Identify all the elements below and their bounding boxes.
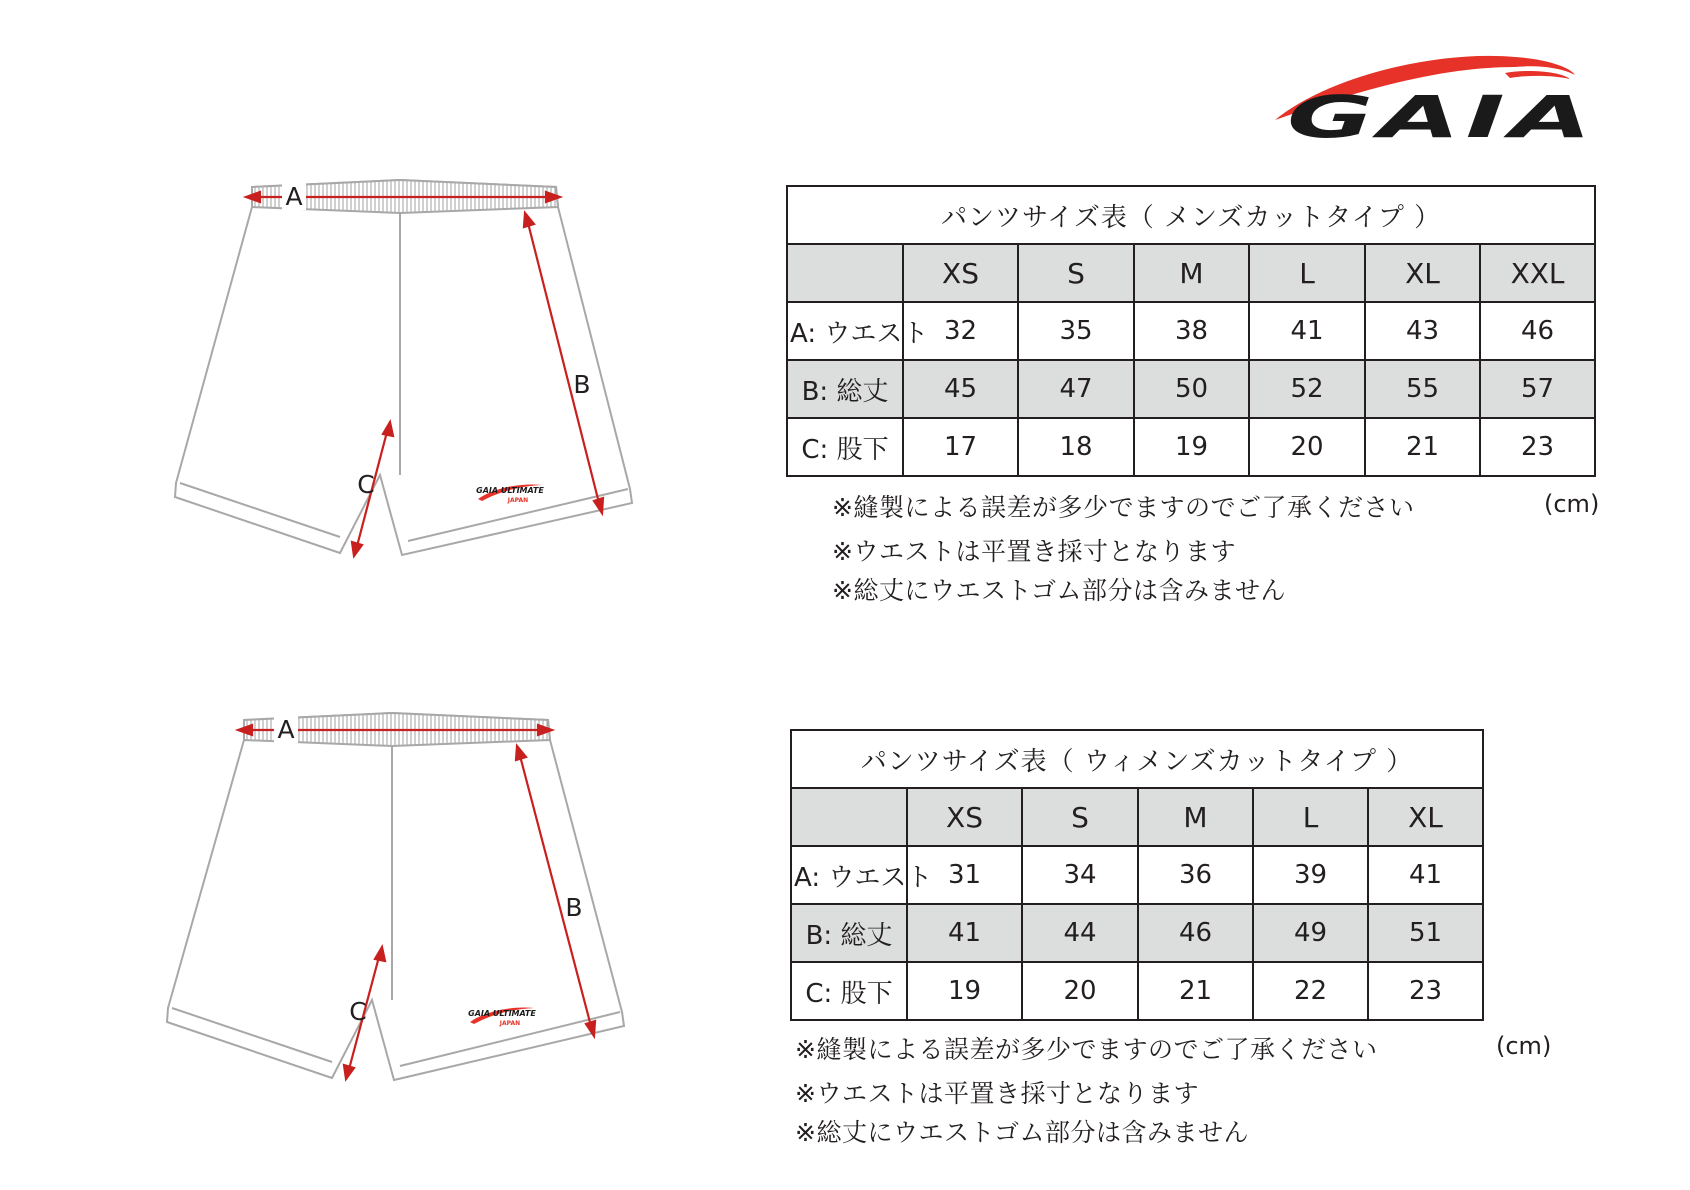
table-row bbox=[787, 302, 1595, 360]
cell: 52 bbox=[1249, 360, 1365, 418]
size-header: S bbox=[1022, 788, 1138, 846]
label-a: A bbox=[277, 715, 295, 744]
header-corner bbox=[787, 244, 903, 302]
header-corner bbox=[791, 788, 907, 846]
note-waist: ※ウエストは平置き採寸となります bbox=[832, 537, 1236, 566]
svg-text:GAIA ULTIMATE: GAIA ULTIMATE bbox=[476, 486, 544, 495]
cell: 39 bbox=[1253, 846, 1368, 904]
table-row bbox=[791, 904, 1483, 962]
cell: 18 bbox=[1018, 418, 1134, 476]
size-header: XXL bbox=[1480, 244, 1595, 302]
cell: 44 bbox=[1022, 904, 1138, 962]
cell: 17 bbox=[903, 418, 1018, 476]
size-header: M bbox=[1134, 244, 1249, 302]
cell: 19 bbox=[907, 962, 1022, 1020]
label-a: A bbox=[285, 182, 303, 211]
row-label: A: ウエスト bbox=[787, 302, 903, 360]
row-label: A: ウエスト bbox=[791, 846, 907, 904]
cell: 19 bbox=[1134, 418, 1249, 476]
table-row bbox=[787, 360, 1595, 418]
cell: 32 bbox=[903, 302, 1018, 360]
unit-label: (cm) bbox=[1496, 1032, 1552, 1060]
size-header: L bbox=[1249, 244, 1365, 302]
svg-text:JAPAN: JAPAN bbox=[507, 497, 529, 504]
row-label: C: 股下 bbox=[787, 418, 903, 476]
womens-size-table bbox=[790, 729, 1484, 1021]
cell: 43 bbox=[1365, 302, 1480, 360]
gaia-logo bbox=[1270, 45, 1610, 151]
note-tolerance: ※縫製による誤差が多少でますのでご了承ください bbox=[832, 493, 1415, 522]
label-c: C bbox=[357, 470, 375, 499]
label-c: C bbox=[349, 997, 367, 1026]
size-header: L bbox=[1253, 788, 1368, 846]
svg-text:GAIA ULTIMATE: GAIA ULTIMATE bbox=[468, 1009, 536, 1018]
table-title: パンツサイズ表（ メンズカットタイプ ） bbox=[787, 186, 1595, 244]
unit-label: (cm) bbox=[1544, 490, 1600, 518]
cell: 41 bbox=[1368, 846, 1483, 904]
cell: 23 bbox=[1480, 418, 1595, 476]
label-b: B bbox=[565, 893, 583, 922]
cell: 23 bbox=[1368, 962, 1483, 1020]
cell: 21 bbox=[1138, 962, 1253, 1020]
cell: 21 bbox=[1365, 418, 1480, 476]
size-header: XL bbox=[1365, 244, 1480, 302]
row-label: B: 総丈 bbox=[787, 360, 903, 418]
table-title: パンツサイズ表（ ウィメンズカットタイプ ） bbox=[791, 730, 1483, 788]
cell: 50 bbox=[1134, 360, 1249, 418]
cell: 20 bbox=[1249, 418, 1365, 476]
cell: 31 bbox=[907, 846, 1022, 904]
mens-size-table bbox=[786, 185, 1596, 477]
logo-text: GAIA bbox=[1287, 83, 1597, 151]
note-length: ※総丈にウエストゴム部分は含みません bbox=[795, 1118, 1249, 1147]
cell: 51 bbox=[1368, 904, 1483, 962]
mens-shorts-diagram bbox=[150, 175, 650, 555]
cell: 41 bbox=[907, 904, 1022, 962]
row-label: B: 総丈 bbox=[791, 904, 907, 962]
cell: 47 bbox=[1018, 360, 1134, 418]
table-row bbox=[791, 962, 1483, 1020]
note-waist: ※ウエストは平置き採寸となります bbox=[795, 1079, 1199, 1108]
cell: 41 bbox=[1249, 302, 1365, 360]
cell: 57 bbox=[1480, 360, 1595, 418]
cell: 46 bbox=[1138, 904, 1253, 962]
cell: 34 bbox=[1022, 846, 1138, 904]
table-row bbox=[791, 846, 1483, 904]
table-row bbox=[787, 418, 1595, 476]
size-header: XL bbox=[1368, 788, 1483, 846]
cell: 38 bbox=[1134, 302, 1249, 360]
size-header: S bbox=[1018, 244, 1134, 302]
cell: 49 bbox=[1253, 904, 1368, 962]
cell: 35 bbox=[1018, 302, 1134, 360]
label-b: B bbox=[573, 370, 591, 399]
cell: 45 bbox=[903, 360, 1018, 418]
svg-text:JAPAN: JAPAN bbox=[499, 1020, 521, 1027]
cell: 36 bbox=[1138, 846, 1253, 904]
size-header: M bbox=[1138, 788, 1253, 846]
cell: 46 bbox=[1480, 302, 1595, 360]
row-label: C: 股下 bbox=[791, 962, 907, 1020]
note-length: ※総丈にウエストゴム部分は含みません bbox=[832, 576, 1286, 605]
cell: 55 bbox=[1365, 360, 1480, 418]
cell: 22 bbox=[1253, 962, 1368, 1020]
cell: 20 bbox=[1022, 962, 1138, 1020]
womens-shorts-diagram bbox=[150, 708, 650, 1088]
size-header: XS bbox=[907, 788, 1022, 846]
size-header: XS bbox=[903, 244, 1018, 302]
note-tolerance: ※縫製による誤差が多少でますのでご了承ください bbox=[795, 1035, 1378, 1064]
